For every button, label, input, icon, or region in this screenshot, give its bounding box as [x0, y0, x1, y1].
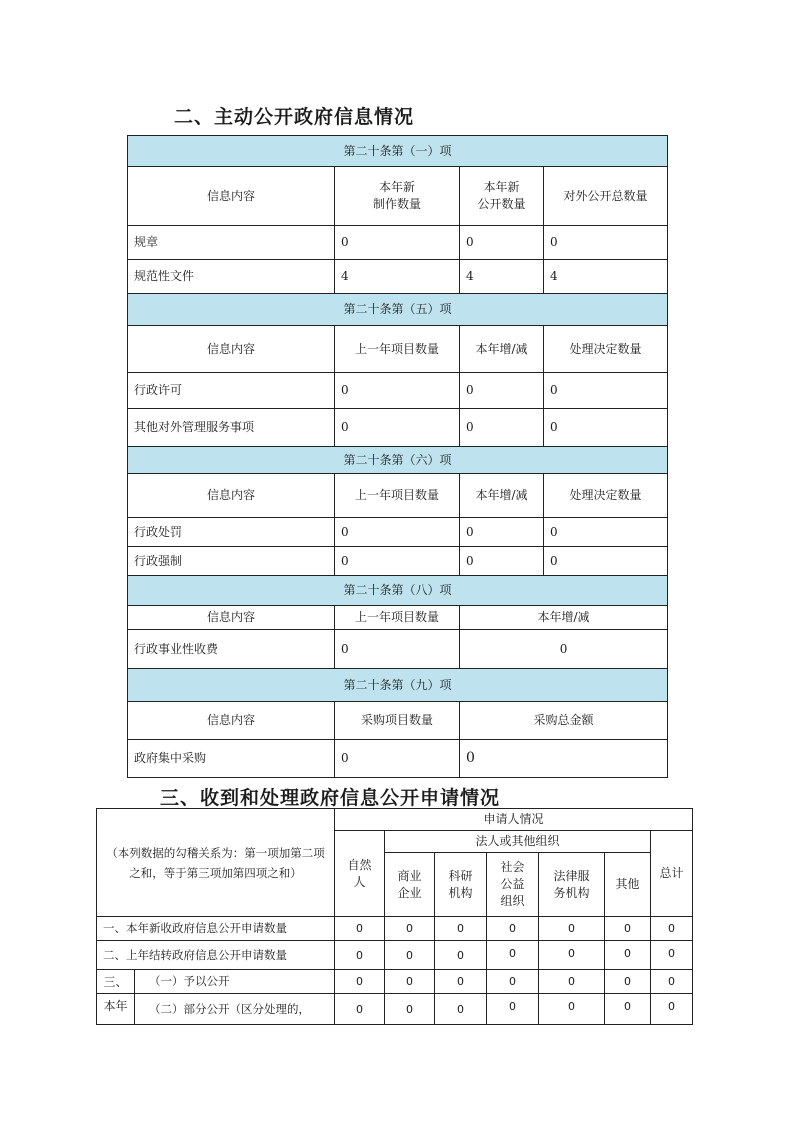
- header-cell: 上一年项目数量: [335, 606, 460, 630]
- cell-value: 0: [385, 917, 435, 941]
- header-cell: 信息内容: [128, 474, 335, 518]
- cell-value: 0: [335, 994, 385, 1025]
- section-row: [128, 294, 668, 326]
- col-social: 社会 公益 组织: [487, 853, 539, 917]
- cell-value: 0: [651, 917, 693, 941]
- table-row: [128, 260, 668, 294]
- cell-value: 0: [460, 740, 668, 778]
- cell-value: 0: [487, 917, 539, 941]
- cell-value: 0: [544, 373, 668, 409]
- header-cell: 本年增/减: [460, 474, 544, 518]
- section-title: 第二十条第（六）项: [128, 447, 668, 474]
- header-cell: 采购总金额: [460, 702, 668, 740]
- cell-value: 0: [385, 970, 435, 994]
- row-label: （一）予以公开: [135, 970, 335, 994]
- header-cell: 上一年项目数量: [335, 474, 460, 518]
- row-label: 政府集中采购: [128, 740, 335, 778]
- col-natural: 自然 人: [335, 831, 385, 917]
- cell-value: 0: [605, 941, 651, 970]
- table-row: [128, 630, 668, 669]
- cell-value: 0: [651, 994, 693, 1025]
- row-label: 行政事业性收费: [128, 630, 335, 669]
- row-label: 二、上年结转政府信息公开申请数量: [97, 941, 335, 970]
- cell-value: 0: [460, 518, 544, 547]
- section-title: 第二十条第（九）项: [128, 669, 668, 702]
- header-cell: 信息内容: [128, 606, 335, 630]
- header-cell: 本年新 制作数量: [335, 167, 460, 226]
- row-label: 规范性文件: [128, 260, 335, 294]
- cell-value: 0: [544, 409, 668, 447]
- header-cell: 上一年项目数量: [335, 326, 460, 373]
- row-label: （二）部分公开（区分处理的，: [135, 994, 335, 1025]
- section-2-heading: 二、主动公开政府信息情况: [174, 106, 415, 128]
- cell-value: 0: [539, 970, 605, 994]
- header-cell: 信息内容: [128, 167, 335, 226]
- header-cell: 信息内容: [128, 702, 335, 740]
- cell-value: 0: [335, 941, 385, 970]
- cell-value: 0: [335, 409, 460, 447]
- row-label: 行政许可: [128, 373, 335, 409]
- section-row: [128, 136, 668, 167]
- cell-value: 0: [539, 917, 605, 941]
- table-row: [97, 917, 693, 941]
- cell-value: 0: [539, 994, 605, 1025]
- cell-value: 0: [544, 547, 668, 576]
- header-cell: 采购项目数量: [335, 702, 460, 740]
- cell-value: 0: [385, 941, 435, 970]
- header-cell: 对外公开总数量: [544, 167, 668, 226]
- header-row: [97, 809, 693, 831]
- cell-value: 0: [460, 373, 544, 409]
- cell-value: 4: [460, 260, 544, 294]
- header-cell: 处理决定数量: [544, 326, 668, 373]
- cell-value: 0: [435, 941, 487, 970]
- cell-value: 0: [335, 518, 460, 547]
- col-legal: 法律服 务机构: [539, 853, 605, 917]
- cell-value: 0: [335, 373, 460, 409]
- cell-value: 4: [544, 260, 668, 294]
- section-row: [128, 447, 668, 474]
- table-row: [128, 518, 668, 547]
- group-label-bottom: 本年: [97, 994, 135, 1025]
- section-title: 第二十条第（八）项: [128, 576, 668, 606]
- legal-header: 法人或其他组织: [385, 831, 651, 853]
- header-row: [128, 606, 668, 630]
- cell-value: 0: [335, 917, 385, 941]
- cell-value: 0: [460, 630, 668, 669]
- col-total: 总计: [651, 831, 693, 917]
- cell-value: 0: [435, 917, 487, 941]
- applicant-header: 申请人情况: [335, 809, 693, 831]
- cell-value: 0: [651, 970, 693, 994]
- row-label: 行政处罚: [128, 518, 335, 547]
- header-row: [128, 474, 668, 518]
- table-row: [128, 373, 668, 409]
- cell-value: 0: [435, 970, 487, 994]
- header-cell: 本年增/减: [460, 606, 668, 630]
- section-3-heading: 三、收到和处理政府信息公开申请情况: [160, 787, 501, 809]
- note-cell: （本列数据的勾稽关系为：第一项加第二项之和，等于第三项加第四项之和）: [97, 809, 335, 917]
- cell-value: 0: [605, 994, 651, 1025]
- group-label-top: 三、: [97, 970, 135, 994]
- col-business: 商业 企业: [385, 853, 435, 917]
- table-row: [128, 740, 668, 778]
- cell-value: 0: [335, 740, 460, 778]
- proactive-disclosure-table: [127, 135, 668, 778]
- cell-value: 4: [335, 260, 460, 294]
- header-row: [128, 326, 668, 373]
- cell-value: 0: [487, 994, 539, 1025]
- section-row: [128, 576, 668, 606]
- cell-value: 0: [335, 547, 460, 576]
- cell-value: 0: [460, 409, 544, 447]
- col-research: 科研 机构: [435, 853, 487, 917]
- header-cell: 本年新 公开数量: [460, 167, 544, 226]
- cell-value: 0: [539, 941, 605, 970]
- section-title: 第二十条第（一）项: [128, 136, 668, 167]
- header-cell: 处理决定数量: [544, 474, 668, 518]
- table-row: [128, 226, 668, 260]
- cell-value: 0: [385, 994, 435, 1025]
- table-row: [128, 409, 668, 447]
- col-other: 其他: [605, 853, 651, 917]
- row-label: 行政强制: [128, 547, 335, 576]
- table-row: [97, 994, 693, 1025]
- cell-value: 0: [651, 941, 693, 970]
- cell-value: 0: [335, 226, 460, 260]
- table-row: [97, 941, 693, 970]
- cell-value: 0: [335, 970, 385, 994]
- header-row: [128, 702, 668, 740]
- cell-value: 0: [605, 917, 651, 941]
- cell-value: 0: [435, 994, 487, 1025]
- cell-value: 0: [335, 630, 460, 669]
- row-label: 规章: [128, 226, 335, 260]
- header-row: [128, 167, 668, 226]
- row-label: 一、本年新收政府信息公开申请数量: [97, 917, 335, 941]
- cell-value: 0: [544, 518, 668, 547]
- cell-value: 0: [460, 226, 544, 260]
- cell-value: 0: [605, 970, 651, 994]
- cell-value: 0: [544, 226, 668, 260]
- application-table: [96, 808, 693, 1025]
- table-row: [97, 970, 693, 994]
- header-cell: 本年增/减: [460, 326, 544, 373]
- cell-value: 0: [487, 941, 539, 970]
- cell-value: 0: [487, 970, 539, 994]
- section-title: 第二十条第（五）项: [128, 294, 668, 326]
- header-cell: 信息内容: [128, 326, 335, 373]
- cell-value: 0: [460, 547, 544, 576]
- section-row: [128, 669, 668, 702]
- table-row: [128, 547, 668, 576]
- row-label: 其他对外管理服务事项: [128, 409, 335, 447]
